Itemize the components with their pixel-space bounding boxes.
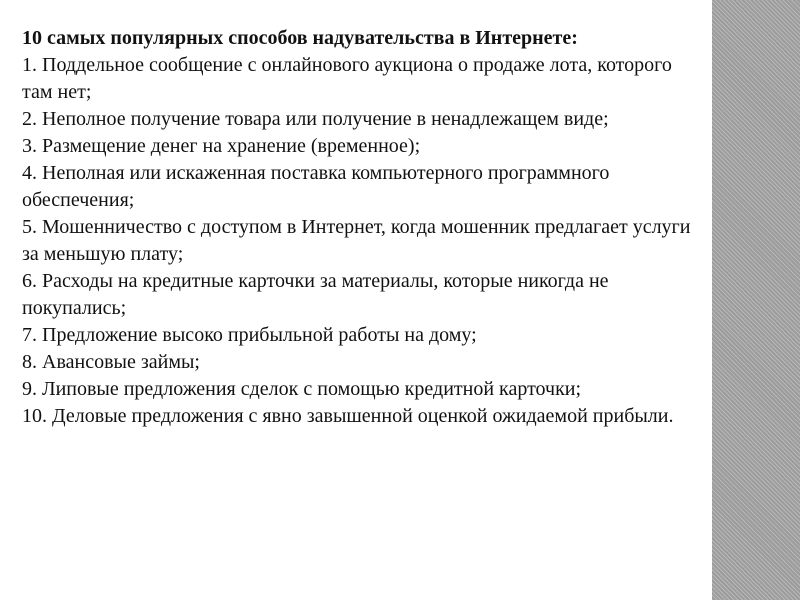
fraud-list <box>22 52 702 430</box>
list-item: 7. Предложение высоко прибыльной работы на дому; <box>22 324 477 346</box>
decorative-side-panel <box>712 0 800 600</box>
slide-title: 10 самых популярных способов надувательства в Интернете: <box>22 27 578 49</box>
list-item: 2. Неполное получение товара или получение в ненадлежащем виде; <box>22 108 609 130</box>
list-item: 3. Размещение денег на хранение (временное); <box>22 135 421 157</box>
list-item: 6. Расходы на кредитные карточки за материалы, которые никогда не покупались; <box>22 270 609 319</box>
list-item: 4. Неполная или искаженная поставка компьютерного программного обеспечения; <box>22 162 610 211</box>
list-item: 9. Липовые предложения сделок с помощью кредитной карточки; <box>22 378 582 400</box>
slide-content <box>22 25 702 430</box>
list-item: 10. Деловые предложения с явно завышенной оценкой ожидаемой прибыли. <box>22 405 674 427</box>
list-item: 8. Авансовые займы; <box>22 351 200 373</box>
list-item: 1. Поддельное сообщение с онлайнового аукциона о продаже лота, которого там нет; <box>22 54 672 103</box>
list-item: 5. Мошенничество с доступом в Интернет, когда мошенник предлагает услуги за меньшую плату; <box>22 216 691 265</box>
